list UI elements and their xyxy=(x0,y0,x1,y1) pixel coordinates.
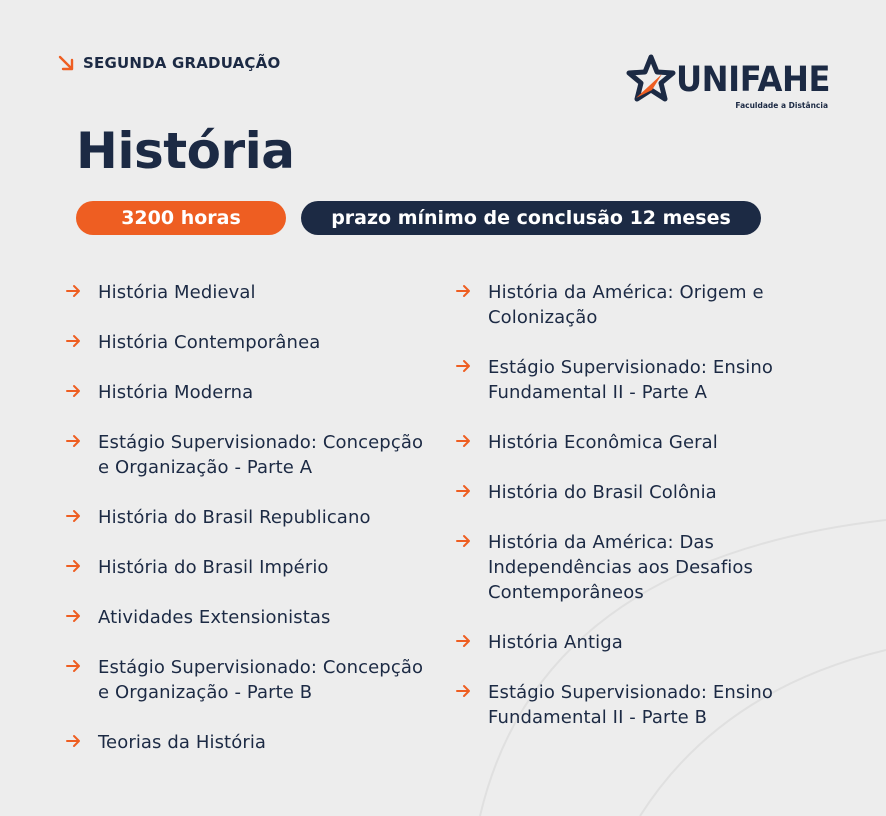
subject-name: Teorias da História xyxy=(98,732,267,753)
subject-name: História Moderna xyxy=(98,382,254,403)
arrow-right-icon xyxy=(456,680,488,698)
subject-name: Estágio Supervisionado: Ensino Fundamental II - Parte A xyxy=(488,357,774,403)
arrow-right-icon xyxy=(66,430,98,448)
list-item xyxy=(66,730,426,755)
kicker xyxy=(57,54,280,72)
arrow-right-icon xyxy=(66,605,98,623)
kicker-text: SEGUNDA GRADUAÇÃO xyxy=(83,54,281,72)
arrow-right-icon xyxy=(66,280,98,298)
arrow-right-icon xyxy=(456,530,488,548)
list-item xyxy=(66,430,426,480)
arrow-right-icon xyxy=(66,330,98,348)
subject-list-right xyxy=(456,280,836,755)
list-item xyxy=(66,605,426,630)
subject-name: Estágio Supervisionado: Concepção e Organização - Parte B xyxy=(98,657,424,703)
unifahe-logo xyxy=(626,54,836,114)
subject-name: História Econômica Geral xyxy=(488,432,718,453)
subject-name: História do Brasil Colônia xyxy=(488,482,717,503)
list-item xyxy=(456,530,836,605)
list-item xyxy=(456,280,836,330)
list-item xyxy=(66,330,426,355)
subject-name: História do Brasil Império xyxy=(98,557,329,578)
list-item xyxy=(66,380,426,405)
list-item xyxy=(456,430,836,455)
arrow-right-icon xyxy=(456,355,488,373)
list-item xyxy=(66,555,426,580)
subject-name: História Contemporânea xyxy=(98,332,321,353)
list-item xyxy=(456,680,836,730)
list-item xyxy=(456,480,836,505)
arrow-right-icon xyxy=(456,480,488,498)
list-item xyxy=(66,280,426,305)
arrow-right-icon xyxy=(456,430,488,448)
star-logo-icon xyxy=(626,54,676,102)
subject-name: Estágio Supervisionado: Concepção e Organização - Parte A xyxy=(98,432,424,478)
subject-name: História do Brasil Republicano xyxy=(98,507,371,528)
arrow-right-icon xyxy=(66,730,98,748)
page-title: História xyxy=(76,122,295,180)
subject-name: História Medieval xyxy=(98,282,256,303)
subject-list-left xyxy=(66,280,426,780)
list-item xyxy=(456,630,836,655)
term-badge: prazo mínimo de conclusão 12 meses xyxy=(301,201,761,235)
subject-name: História da América: Das Independências aos Desafios Contemporâneos xyxy=(488,532,753,603)
arrow-right-icon xyxy=(66,555,98,573)
subject-name: Atividades Extensionistas xyxy=(98,607,331,628)
arrow-right-icon xyxy=(66,380,98,398)
arrow-down-right-icon xyxy=(57,54,75,72)
logo-tagline: Faculdade a Distância xyxy=(735,101,828,110)
subject-name: História da América: Origem e Colonização xyxy=(488,282,764,328)
list-item xyxy=(66,505,426,530)
arrow-right-icon xyxy=(66,505,98,523)
list-item xyxy=(456,355,836,405)
arrow-right-icon xyxy=(456,280,488,298)
subject-name: Estágio Supervisionado: Ensino Fundamental II - Parte B xyxy=(488,682,774,728)
hours-badge: 3200 horas xyxy=(76,201,286,235)
logo-name: UNIFAHE xyxy=(676,60,831,100)
arrow-right-icon xyxy=(66,655,98,673)
subject-name: História Antiga xyxy=(488,632,623,653)
list-item xyxy=(66,655,426,705)
arrow-right-icon xyxy=(456,630,488,648)
